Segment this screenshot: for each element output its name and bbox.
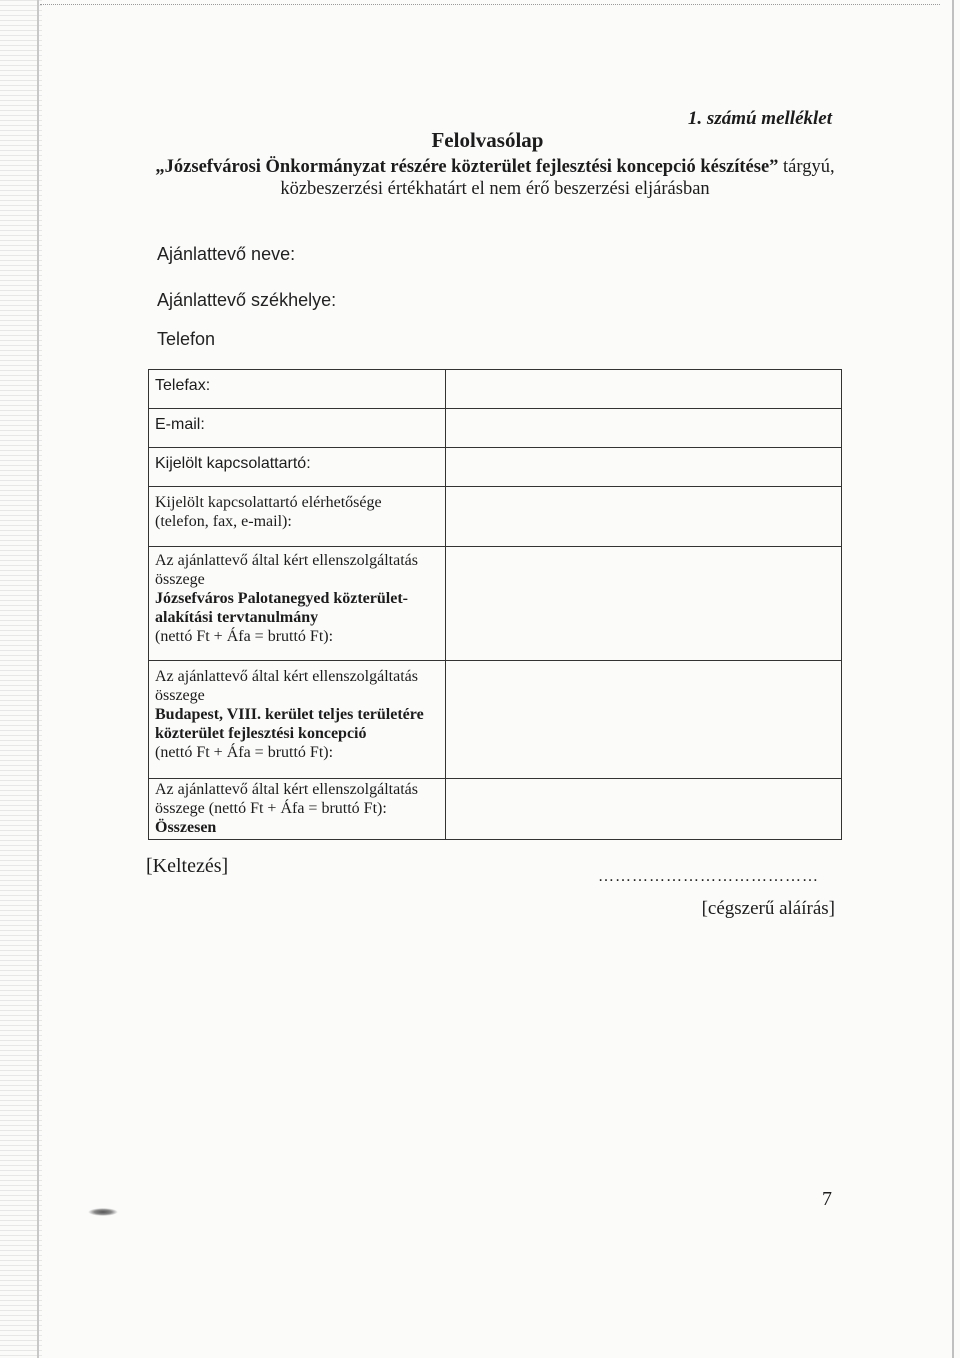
contact-value-cell[interactable] xyxy=(446,448,842,487)
table-row-palotanegyed xyxy=(149,547,842,661)
signature-label: [cégszerű aláírás] xyxy=(701,898,835,919)
page-subtitle xyxy=(150,156,840,200)
scan-smudge xyxy=(88,1208,118,1216)
total-label xyxy=(149,779,446,840)
bidder-name-label: Ajánlattevő neve: xyxy=(157,244,296,264)
page-number: 7 xyxy=(822,1188,832,1210)
table-row-contact xyxy=(149,448,842,487)
fax-label: Telefax: xyxy=(149,370,446,409)
table-row-email xyxy=(149,409,842,448)
table-row-koncepcio xyxy=(149,661,842,779)
koncepcio-label xyxy=(149,661,446,779)
koncepcio-value-cell[interactable] xyxy=(446,661,842,779)
palotanegyed-title: Józsefváros Palotanegyed közterület-alakítási tervtanulmány xyxy=(155,590,408,626)
subtitle-line2: közbeszerzési értékhatárt el nem érő beszerzési eljárásban xyxy=(280,179,710,199)
scan-margin-noise xyxy=(0,0,42,1358)
total-text: Az ajánlattevő által kért ellenszolgáltatás összege (nettó Ft + Áfa = bruttó Ft): xyxy=(155,781,418,817)
email-label: E-mail: xyxy=(149,409,446,448)
bid-form-table xyxy=(148,369,842,840)
contact-reach-line1: Kijelölt kapcsolattartó elérhetősége xyxy=(155,494,382,511)
scan-edge-left xyxy=(37,0,39,1358)
subtitle-rest: tárgyú, xyxy=(778,157,835,177)
contact-label: Kijelölt kapcsolattartó: xyxy=(149,448,446,487)
subtitle-bold: „Józsefvárosi Önkormányzat részére közterület fejlesztési koncepció készítése” xyxy=(155,157,779,177)
fax-value-cell[interactable] xyxy=(446,370,842,409)
koncepcio-intro: Az ajánlattevő által kért ellenszolgáltatás összege xyxy=(155,668,418,704)
scan-edge-right xyxy=(952,0,954,1358)
palotanegyed-intro: Az ajánlattevő által kért ellenszolgáltatás összege xyxy=(155,552,418,588)
table-row-fax xyxy=(149,370,842,409)
page-title: Felolvasólap xyxy=(431,128,544,152)
total-title: Összesen xyxy=(155,819,217,836)
date-placeholder: [Keltezés] xyxy=(146,855,229,877)
table-row-contact-reach xyxy=(149,487,842,547)
signature-line: ………………………………… xyxy=(598,868,819,885)
annex-label: 1. számú melléklet xyxy=(687,108,832,129)
email-value-cell[interactable] xyxy=(446,409,842,448)
bidder-seat-label: Ajánlattevő székhelye: xyxy=(157,290,337,310)
koncepcio-title: Budapest, VIII. kerület teljes területére közterület fejlesztési koncepció xyxy=(155,706,424,742)
table-row-total xyxy=(149,779,842,840)
koncepcio-suffix: (nettó Ft + Áfa = bruttó Ft): xyxy=(155,744,334,761)
total-value-cell[interactable] xyxy=(446,779,842,840)
palotanegyed-label xyxy=(149,547,446,661)
contact-reach-value-cell[interactable] xyxy=(446,487,842,547)
scan-edge-top xyxy=(40,4,940,6)
palotanegyed-value-cell[interactable] xyxy=(446,547,842,661)
palotanegyed-suffix: (nettó Ft + Áfa = bruttó Ft): xyxy=(155,628,334,645)
phone-label: Telefon xyxy=(157,329,216,349)
contact-reach-line2: (telefon, fax, e-mail): xyxy=(155,513,292,530)
contact-reach-label xyxy=(149,487,446,547)
